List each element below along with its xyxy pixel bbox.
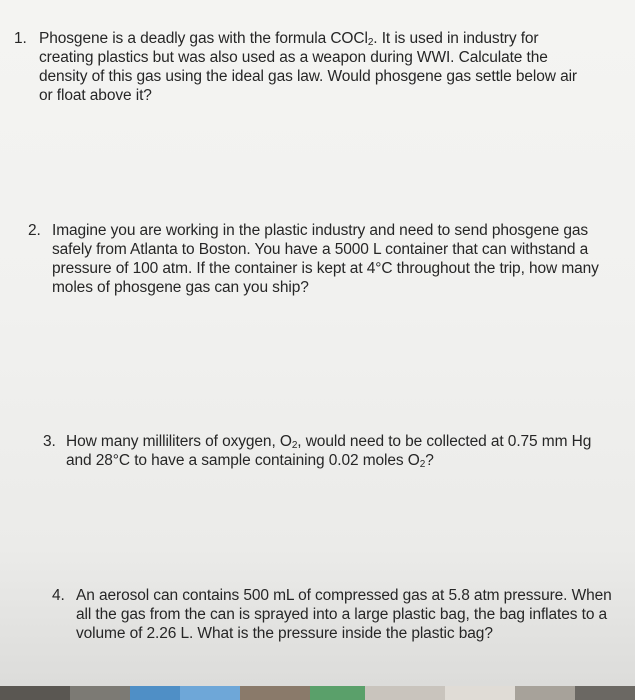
strip-segment	[575, 686, 635, 700]
question-line: and 28°C to have a sample containing 0.02 moles $O_2$?	[66, 452, 434, 470]
question-1	[14, 29, 577, 105]
strip-segment	[70, 686, 130, 700]
strip-segment	[445, 686, 515, 700]
strip-segment	[240, 686, 310, 700]
question-number: 1.	[14, 30, 27, 47]
question-text	[28, 221, 599, 297]
question-line: creating plastics but was also used as a weapon during WWI. Calculate the	[39, 49, 548, 66]
strip-segment	[130, 686, 180, 700]
question-text	[52, 586, 612, 643]
question-line: An aerosol can contains 500 mL of compressed gas at 5.8 atm pressure. When	[76, 587, 612, 604]
question-line: How many milliliters of oxygen, $O_2$, would need to be collected at 0.75 mm Hg	[66, 433, 592, 451]
question-line: Imagine you are working in the plastic industry and need to send phosgene gas	[52, 222, 589, 239]
question-line: moles of phosgene gas can you ship?	[52, 279, 309, 296]
subscript: 2	[419, 459, 426, 470]
question-text	[43, 432, 591, 470]
strip-segment	[180, 686, 240, 700]
question-2	[28, 221, 599, 297]
question-number: 2.	[28, 222, 41, 239]
subscript: 2	[291, 440, 298, 451]
question-line: or float above it?	[39, 87, 152, 104]
strip-segment	[365, 686, 445, 700]
question-line: pressure of 100 atm. If the container is kept at 4°C throughout the trip, how many	[52, 260, 599, 277]
question-line: Phosgene is a deadly gas with the formula COCl$_2$. It is used in industry for	[39, 30, 539, 48]
question-number: 3.	[43, 433, 56, 450]
question-number: 4.	[52, 587, 65, 604]
question-line: volume of 2.26 L. What is the pressure inside the plastic bag?	[76, 625, 493, 642]
question-line: density of this gas using the ideal gas law. Would phosgene gas settle below air	[39, 68, 577, 85]
question-text	[14, 29, 577, 105]
question-4	[52, 586, 612, 643]
question-3	[43, 432, 591, 470]
strip-segment	[310, 686, 365, 700]
strip-segment	[0, 686, 70, 700]
background-strip	[0, 686, 635, 700]
question-line: safely from Atlanta to Boston. You have a 5000 L container that can withstand a	[52, 241, 589, 258]
subscript: 2	[367, 37, 374, 48]
strip-segment	[515, 686, 575, 700]
question-line: all the gas from the can is sprayed into a large plastic bag, the bag inflates to a	[76, 606, 608, 623]
